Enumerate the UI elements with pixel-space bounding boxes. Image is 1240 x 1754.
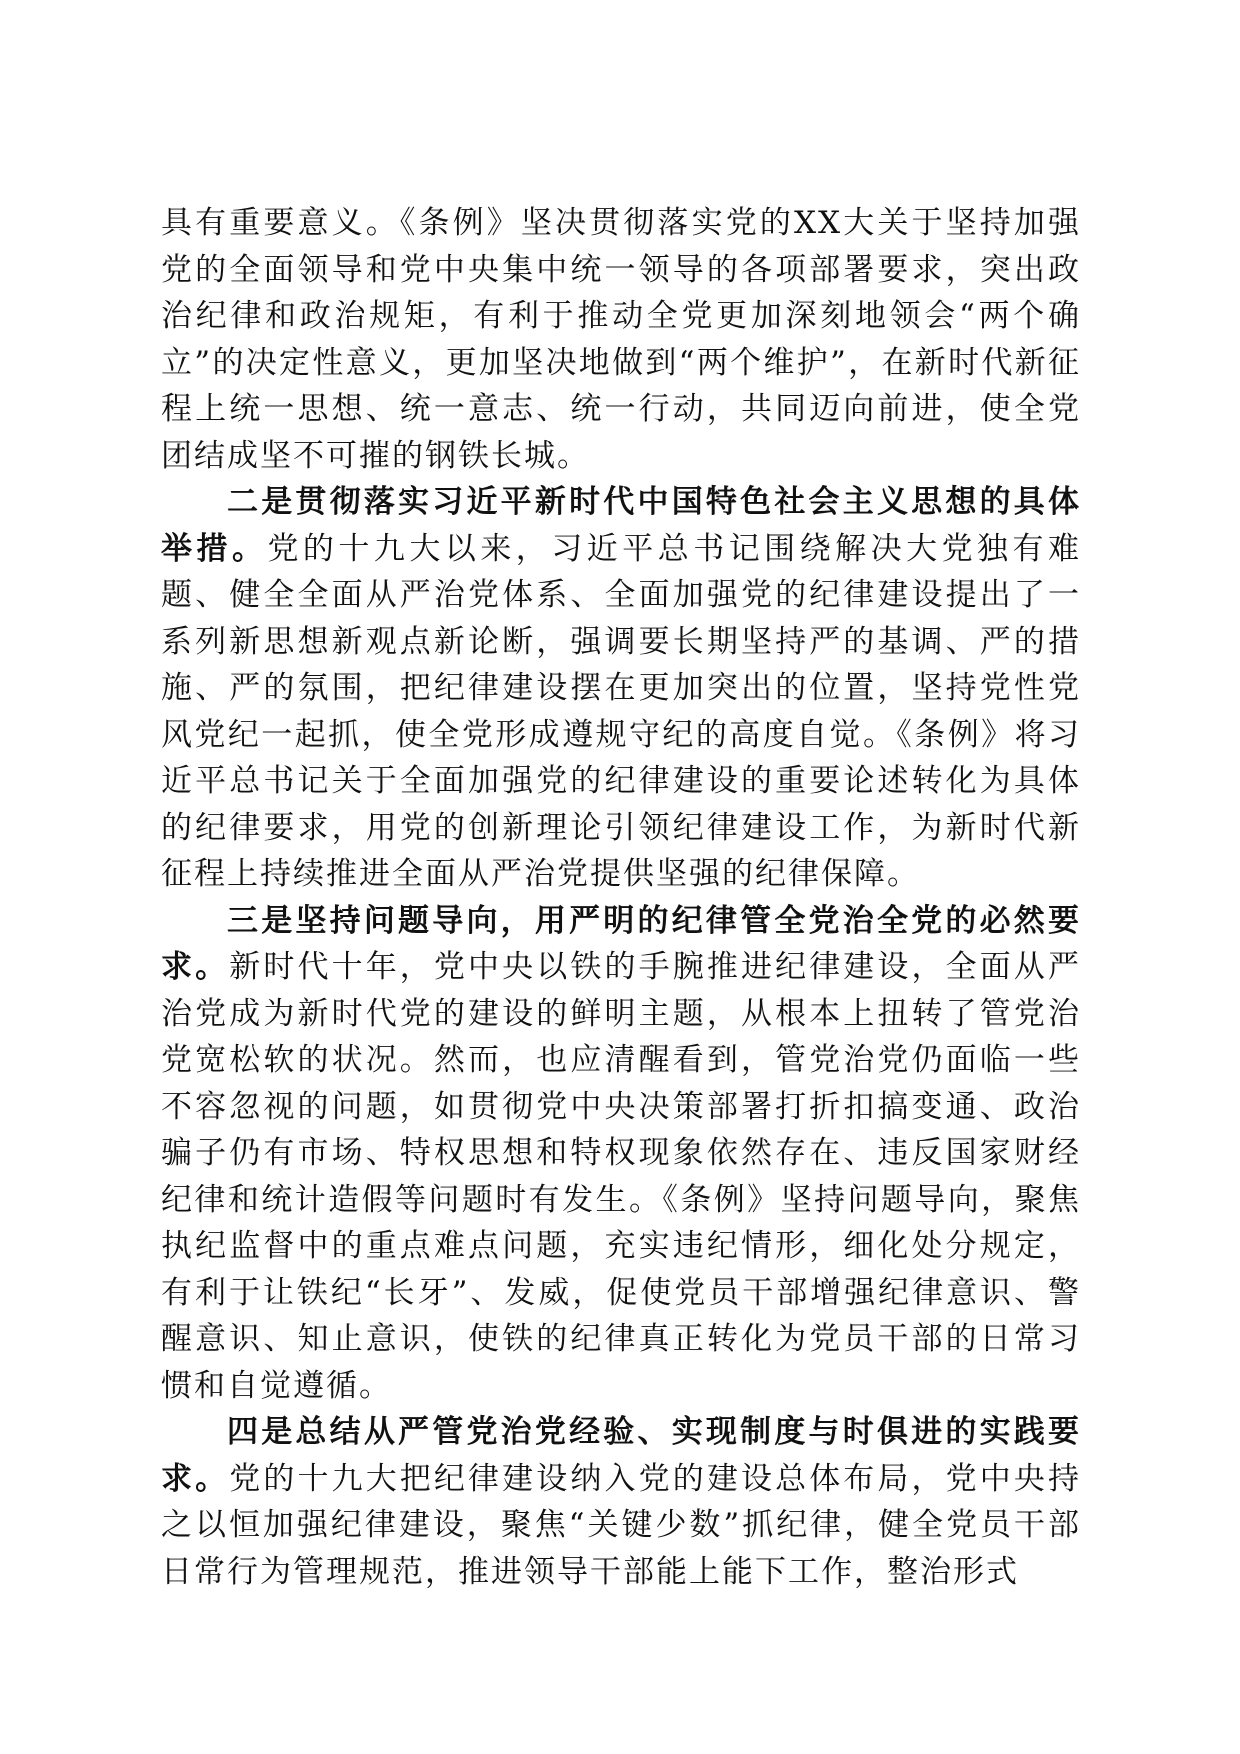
paragraph-point-four — [161, 1409, 1081, 1595]
paragraph-lead-heading: 二是贯彻落实习近平新时代中国特色社会主义思想的具体举措。 — [161, 484, 1081, 567]
paragraph-lead-heading: 三是坚持问题导向，用严明的纪律管全党治全党的必然要求。 — [161, 902, 1081, 985]
document-body — [161, 200, 1081, 1595]
paragraph-text: 党的十九大以来，习近平总书记围绕解决大党独有难题、健全全面从严治党体系、全面加强党的纪律建设提出了一系列新思想新观点新论断，强调要长期坚持严的基调、严的措施、严的氛围，把纪律建设摆在更加突出的位置，坚持党性党风党纪一起抓，使全党形成遵规守纪的高度自觉。《条例》将习近平总书记关于全面加强党的纪律建设的重要论述转化为具体的纪律要求，用党的创新理论引领纪律建设工作，为新时代新征程上持续推进全面从严治党提供坚强的纪律保障。 — [161, 530, 1082, 892]
paragraph-lead-heading: 四是总结从严管党治党经验、实现制度与时俱进的实践要求。 — [161, 1414, 1081, 1497]
paragraph-text: 具有重要意义。《条例》坚决贯彻落实党的XX大关于坚持加强党的全面领导和党中央集中统一领导的各项部署要求，突出政治纪律和政治规矩，有利于推动全党更加深刻地领会“两个确立”的决定性意义，更加坚决地做到“两个维护”，在新时代新征程上统一思想、统一意志、统一行动，共同迈向前进，使全党团结成坚不可摧的钢铁长城。 — [161, 205, 1081, 474]
paragraph-point-two — [161, 479, 1081, 898]
paragraph-point-three — [161, 898, 1081, 1410]
paragraph-continuation — [161, 200, 1081, 479]
paragraph-text: 党的十九大把纪律建设纳入党的建设总体布局，党中央持之以恒加强纪律建设，聚焦“关键少数”抓纪律，健全党员干部日常行为管理规范，推进领导干部能上能下工作，整治形式 — [161, 1460, 1082, 1590]
paragraph-text: 新时代十年，党中央以铁的手腕推进纪律建设，全面从严治党成为新时代党的建设的鲜明主题，从根本上扭转了管党治党宽松软的状况。然而，也应清醒看到，管党治党仍面临一些不容忽视的问题，如贯彻党中央决策部署打折扣搞变通、政治骗子仍有市场、特权思想和特权现象依然存在、违反国家财经纪律和统计造假等问题时有发生。《条例》坚持问题导向，聚焦执纪监督中的重点难点问题，充实违纪情形，细化处分规定，有利于让铁纪“长牙”、发威，促使党员干部增强纪律意识、警醒意识、知止意识，使铁的纪律真正转化为党员干部的日常习惯和自觉遵循。 — [161, 949, 1082, 1404]
